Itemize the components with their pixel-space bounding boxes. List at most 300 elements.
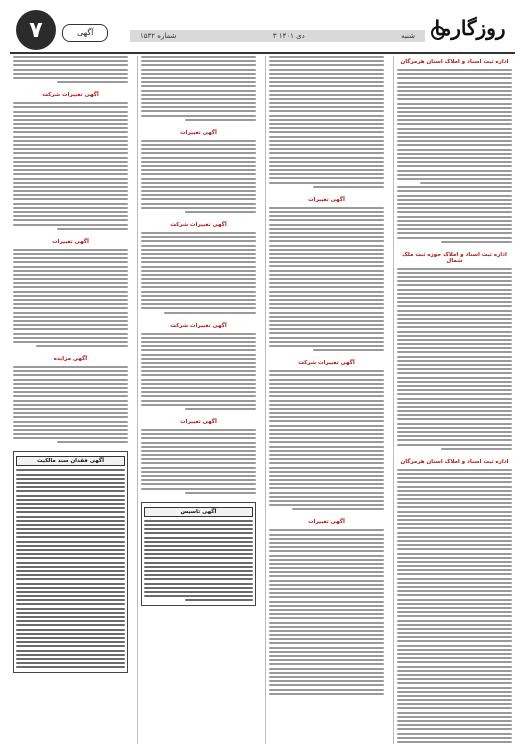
text-line: [269, 383, 384, 385]
text-line: [397, 228, 512, 230]
text-line: [269, 400, 384, 402]
text-line: [269, 563, 384, 565]
text-line: [269, 245, 384, 247]
legal-notice: [269, 359, 384, 510]
text-line: [16, 524, 125, 526]
text-line: [13, 282, 128, 284]
text-line: [397, 645, 512, 647]
notice-body: [397, 69, 512, 243]
text-line: [397, 301, 512, 303]
text-line: [269, 504, 384, 506]
text-line: [13, 119, 128, 121]
text-line: [397, 119, 512, 121]
text-line: [397, 207, 512, 209]
notice-body: [269, 207, 384, 351]
text-line: [141, 69, 256, 71]
notice-title: آگهی تغییرات: [180, 129, 217, 136]
text-line: [269, 617, 384, 619]
text-line: [269, 265, 384, 267]
text-line: [269, 341, 384, 343]
text-line: [397, 94, 512, 96]
notice-body: [269, 56, 384, 188]
text-line: [13, 299, 128, 301]
text-line: [269, 316, 384, 318]
legal-notice: [13, 91, 128, 230]
text-line: [269, 542, 384, 544]
text-line: [269, 546, 384, 548]
text-line: [397, 586, 512, 588]
notice-title: آگهی تاسیس: [144, 507, 253, 517]
text-line: [13, 194, 128, 196]
text-line: [269, 391, 384, 393]
text-line: [397, 293, 512, 295]
text-line: [269, 575, 384, 577]
legal-notice: [269, 56, 384, 188]
text-line: [13, 169, 128, 171]
text-line: [397, 190, 512, 192]
text-line: [141, 85, 256, 87]
text-line: [269, 324, 384, 326]
text-line: [397, 305, 512, 307]
text-line: [397, 103, 512, 105]
text-line: [269, 299, 384, 301]
legal-notice: [141, 418, 256, 494]
text-line: [397, 519, 512, 521]
text-line: [269, 345, 384, 347]
text-line: [141, 274, 256, 276]
notice-body: [141, 232, 256, 314]
text-line: [397, 561, 512, 563]
text-line: [13, 278, 128, 280]
text-line: [141, 270, 256, 272]
text-line: [397, 431, 512, 433]
text-line: [269, 282, 384, 284]
text-line: [16, 658, 125, 660]
notice-title: آگهی تغییرات شرکت: [298, 360, 355, 367]
text-line: [397, 494, 512, 496]
text-line: [13, 102, 128, 104]
text-line: [13, 437, 128, 439]
text-line: [141, 433, 256, 435]
notice-title: اداره ثبت اسناد و املاک استان هرمزگان: [400, 458, 509, 465]
text-line: [141, 446, 256, 448]
text-line: [144, 578, 253, 580]
text-line: [16, 570, 125, 572]
text-line: [141, 370, 256, 372]
notice-body: [141, 140, 256, 213]
text-line: [269, 408, 384, 410]
notice-title: آگهی تغییرات شرکت: [170, 322, 227, 329]
text-line: [269, 144, 384, 146]
text-line: [397, 720, 512, 722]
text-line: [141, 232, 256, 234]
text-line: [141, 240, 256, 242]
text-line: [397, 691, 512, 693]
text-line: [16, 528, 125, 530]
text-line: [16, 545, 125, 547]
text-line: [269, 404, 384, 406]
text-line: [141, 157, 256, 159]
text-line: [397, 377, 512, 379]
text-line: [16, 553, 125, 555]
text-line: [269, 441, 384, 443]
text-line: [397, 624, 512, 626]
text-line: [16, 511, 125, 513]
text-line: [13, 341, 128, 343]
boxed-notice: [13, 451, 128, 673]
text-line: [269, 601, 384, 603]
text-line: [397, 527, 512, 529]
text-line: [144, 524, 253, 526]
text-line: [13, 307, 128, 309]
text-line: [397, 123, 512, 125]
text-line: [141, 354, 256, 356]
text-line: [13, 178, 128, 180]
text-line: [16, 532, 125, 534]
text-line: [269, 119, 384, 121]
text-line: [397, 486, 512, 488]
text-line: [13, 400, 128, 402]
text-line: [16, 566, 125, 568]
notice-title: آگهی تغییرات شرکت: [170, 222, 227, 228]
text-line: [397, 393, 512, 395]
text-line: [397, 703, 512, 705]
text-line: [397, 490, 512, 492]
text-line: [269, 328, 384, 330]
text-line: [269, 249, 384, 251]
text-line: [269, 307, 384, 309]
text-line: [269, 668, 384, 670]
text-line: [397, 136, 512, 138]
text-line: [397, 132, 512, 134]
text-line: [141, 81, 256, 83]
text-line: [144, 528, 253, 530]
text-line: [13, 370, 128, 372]
text-line: [269, 420, 384, 422]
text-line: [269, 232, 384, 234]
text-line: [16, 633, 125, 635]
text-line: [397, 565, 512, 567]
text-line: [397, 347, 512, 349]
text-line: [13, 291, 128, 293]
text-line: [397, 682, 512, 684]
text-line: [144, 520, 253, 522]
text-line: [16, 503, 125, 505]
text-line: [397, 640, 512, 642]
text-line: [16, 507, 125, 509]
text-line: [397, 98, 512, 100]
text-line: [13, 64, 128, 66]
issue-day: شنبه: [401, 32, 415, 40]
text-line: [141, 182, 256, 184]
text-line: [269, 609, 384, 611]
text-line: [269, 596, 384, 598]
text-line: [16, 608, 125, 610]
text-line: [269, 64, 384, 66]
text-line: [16, 495, 125, 497]
text-line: [141, 475, 256, 477]
text-line: [269, 106, 384, 108]
text-line: [13, 198, 128, 200]
text-line: [269, 228, 384, 230]
text-line: [141, 64, 256, 66]
text-line: [57, 441, 128, 443]
text-line: [141, 404, 256, 406]
text-line: [397, 515, 512, 517]
text-line: [144, 545, 253, 547]
notice-body: [144, 520, 253, 602]
text-line: [397, 326, 512, 328]
text-line: [269, 173, 384, 175]
text-line: [397, 284, 512, 286]
text-line: [13, 366, 128, 368]
issue-date: ۳ دی ۱۴۰۱: [272, 32, 305, 40]
text-line: [269, 475, 384, 477]
text-line: [16, 595, 125, 597]
notice-body: [141, 56, 256, 121]
text-line: [397, 733, 512, 735]
text-line: [397, 318, 512, 320]
text-line: [441, 448, 512, 450]
text-line: [16, 666, 125, 668]
text-line: [141, 454, 256, 456]
text-line: [269, 291, 384, 293]
text-line: [141, 110, 256, 112]
notice-body: [269, 529, 384, 694]
text-line: [269, 370, 384, 372]
text-line: [16, 645, 125, 647]
text-line: [144, 549, 253, 551]
text-line: [13, 215, 128, 217]
text-line: [269, 161, 384, 163]
text-line: [397, 724, 512, 726]
text-line: [269, 416, 384, 418]
text-line: [13, 111, 128, 113]
text-line: [269, 395, 384, 397]
text-line: [141, 203, 256, 205]
text-line: [141, 295, 256, 297]
text-line: [13, 211, 128, 213]
text-line: [141, 178, 256, 180]
text-line: [141, 161, 256, 163]
notice-body: [13, 249, 128, 347]
text-line: [13, 383, 128, 385]
text-line: [16, 637, 125, 639]
text-line: [269, 270, 384, 272]
text-line: [397, 423, 512, 425]
text-line: [141, 266, 256, 268]
text-line: [397, 211, 512, 213]
text-line: [397, 603, 512, 605]
text-line: [397, 473, 512, 475]
text-line: [16, 474, 125, 476]
notice-title: آگهی تغییرات: [308, 196, 345, 203]
text-line: [269, 123, 384, 125]
text-line: [13, 320, 128, 322]
text-line: [141, 152, 256, 154]
text-line: [13, 56, 128, 58]
text-line: [269, 337, 384, 339]
notice-title: آگهی تغییرات: [308, 519, 345, 526]
text-line: [141, 391, 256, 393]
text-line: [16, 662, 125, 664]
text-line: [269, 647, 384, 649]
text-line: [397, 381, 512, 383]
text-line: [313, 186, 384, 188]
text-line: [269, 127, 384, 129]
text-line: [397, 410, 512, 412]
text-line: [13, 190, 128, 192]
text-line: [141, 479, 256, 481]
text-line: [269, 642, 384, 644]
text-line: [269, 567, 384, 569]
text-line: [13, 73, 128, 75]
text-line: [397, 582, 512, 584]
text-line: [141, 90, 256, 92]
text-line: [13, 136, 128, 138]
column-3: [137, 56, 259, 744]
text-line: [397, 280, 512, 282]
text-line: [13, 303, 128, 305]
text-line: [16, 578, 125, 580]
text-line: [397, 418, 512, 420]
text-line: [397, 389, 512, 391]
text-line: [141, 483, 256, 485]
text-line: [141, 77, 256, 79]
text-line: [397, 77, 512, 79]
text-line: [397, 553, 512, 555]
text-line: [13, 412, 128, 414]
text-line: [397, 314, 512, 316]
text-line: [397, 343, 512, 345]
text-line: [16, 516, 125, 518]
text-line: [13, 316, 128, 318]
text-line: [269, 69, 384, 71]
text-line: [269, 571, 384, 573]
text-line: [13, 127, 128, 129]
text-line: [397, 536, 512, 538]
text-line: [269, 655, 384, 657]
text-line: [397, 368, 512, 370]
text-line: [141, 488, 256, 490]
text-line: [185, 492, 256, 494]
text-line: [397, 310, 512, 312]
text-line: [141, 190, 256, 192]
legal-notice: [269, 518, 384, 694]
text-line: [13, 312, 128, 314]
text-line: [397, 107, 512, 109]
text-line: [141, 333, 256, 335]
text-line: [397, 351, 512, 353]
text-line: [144, 553, 253, 555]
text-line: [16, 574, 125, 576]
text-line: [397, 578, 512, 580]
column-1: [393, 56, 515, 744]
text-line: [141, 307, 256, 309]
text-line: [397, 406, 512, 408]
text-line: [141, 349, 256, 351]
text-line: [269, 630, 384, 632]
text-line: [397, 186, 512, 188]
text-line: [397, 569, 512, 571]
text-line: [397, 414, 512, 416]
text-line: [13, 404, 128, 406]
text-line: [13, 161, 128, 163]
text-line: [397, 174, 512, 176]
text-line: [13, 106, 128, 108]
text-line: [13, 165, 128, 167]
text-line: [13, 157, 128, 159]
text-line: [397, 594, 512, 596]
text-line: [397, 331, 512, 333]
text-line: [397, 297, 512, 299]
text-line: [13, 182, 128, 184]
text-line: [269, 60, 384, 62]
text-line: [141, 249, 256, 251]
text-line: [141, 442, 256, 444]
text-line: [292, 508, 384, 510]
text-line: [16, 641, 125, 643]
text-line: [269, 379, 384, 381]
text-line: [397, 498, 512, 500]
issue-number: شماره ۱۵۳۲: [140, 32, 177, 40]
text-line: [397, 653, 512, 655]
text-line: [141, 253, 256, 255]
text-line: [141, 400, 256, 402]
text-line: [397, 557, 512, 559]
notice-body: [397, 469, 512, 744]
text-line: [13, 408, 128, 410]
text-line: [269, 437, 384, 439]
text-line: [397, 402, 512, 404]
text-line: [269, 295, 384, 297]
text-line: [397, 203, 512, 205]
text-line: [144, 566, 253, 568]
notice-body: [16, 469, 125, 668]
text-line: [269, 374, 384, 376]
text-line: [269, 110, 384, 112]
text-line: [269, 584, 384, 586]
text-line: [16, 562, 125, 564]
page-number-badge: ۷: [16, 10, 56, 50]
text-line: [185, 211, 256, 213]
text-line: [269, 224, 384, 226]
text-line: [141, 387, 256, 389]
text-line: [269, 240, 384, 242]
text-line: [141, 165, 256, 167]
text-line: [269, 115, 384, 117]
text-line: [16, 603, 125, 605]
legal-notice: [141, 129, 256, 213]
text-line: [141, 144, 256, 146]
notice-title: آگهی تغییرات: [52, 238, 89, 245]
text-line: [269, 278, 384, 280]
text-line: [397, 540, 512, 542]
text-line: [13, 131, 128, 133]
column-2: [265, 56, 387, 744]
text-line: [13, 295, 128, 297]
text-line: [269, 303, 384, 305]
text-line: [141, 429, 256, 431]
text-line: [397, 140, 512, 142]
legal-notice: [397, 458, 512, 744]
text-line: [16, 616, 125, 618]
text-line: [141, 345, 256, 347]
text-line: [269, 148, 384, 150]
text-line: [269, 500, 384, 502]
text-line: [141, 73, 256, 75]
notice-title: آگهی تغییرات شرکت: [42, 92, 99, 99]
